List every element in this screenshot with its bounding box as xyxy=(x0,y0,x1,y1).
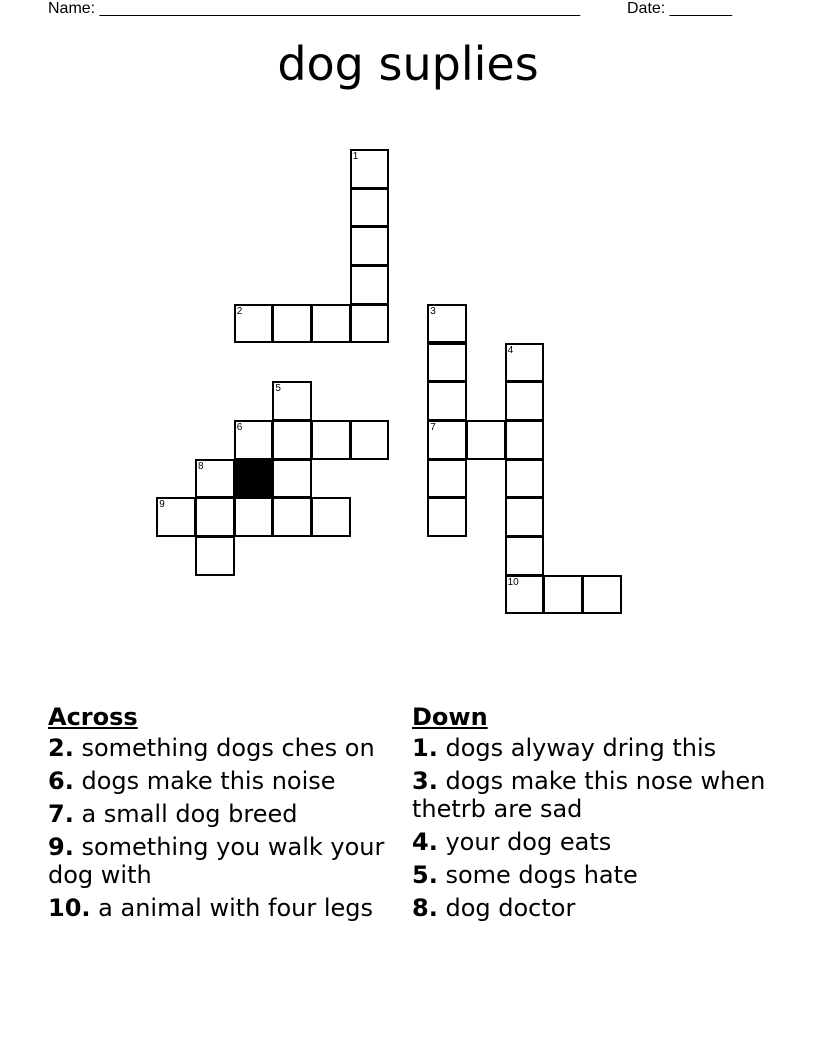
crossword-cell[interactable] xyxy=(272,304,312,344)
crossword-cell[interactable] xyxy=(505,459,545,499)
clue-number: 8. xyxy=(412,894,438,922)
crossword-cell[interactable] xyxy=(427,304,467,344)
clue-number: 3. xyxy=(412,767,438,795)
down-clue xyxy=(412,734,772,762)
crossword-cell[interactable] xyxy=(466,420,506,460)
crossword-cell[interactable] xyxy=(543,575,583,615)
crossword-cell[interactable] xyxy=(582,575,622,615)
page-title: dog suplies xyxy=(277,37,539,91)
crossword-cell[interactable] xyxy=(195,497,235,537)
crossword-cell[interactable] xyxy=(427,459,467,499)
crossword-cell[interactable] xyxy=(427,381,467,421)
crossword-cell[interactable] xyxy=(234,420,274,460)
crossword-cell[interactable] xyxy=(350,265,390,305)
crossword-cell[interactable] xyxy=(427,420,467,460)
crossword-cell[interactable] xyxy=(350,188,390,228)
down-clue xyxy=(412,861,772,889)
across-clue xyxy=(48,734,403,762)
crossword-cell[interactable] xyxy=(195,536,235,576)
across-clues xyxy=(48,703,403,927)
clue-text: dogs alyway dring this xyxy=(445,734,717,762)
clue-number: 10 xyxy=(507,576,519,588)
crossword-cell[interactable] xyxy=(505,575,545,615)
clue-text: your dog eats xyxy=(445,828,612,856)
clue-text: dog doctor xyxy=(445,894,576,922)
across-heading: Across xyxy=(48,703,138,731)
across-clue xyxy=(48,833,403,889)
down-clue xyxy=(412,894,772,922)
down-clue xyxy=(412,767,772,823)
clue-number: 6 xyxy=(236,421,243,433)
crossword-cell[interactable] xyxy=(272,381,312,421)
clue-number: 4 xyxy=(507,344,514,356)
across-clue xyxy=(48,800,403,828)
down-heading: Down xyxy=(412,703,488,731)
crossword-cell[interactable] xyxy=(272,497,312,537)
across-clue xyxy=(48,894,403,922)
clue-number: 2. xyxy=(48,734,74,762)
down-clues xyxy=(412,703,772,927)
clue-number: 7 xyxy=(430,421,436,433)
across-clue-list xyxy=(48,734,403,922)
clue-number: 3 xyxy=(430,305,436,317)
crossword-cell[interactable] xyxy=(272,420,312,460)
crossword-cell[interactable] xyxy=(505,536,545,576)
crossword-cell[interactable] xyxy=(505,420,545,460)
clue-number: 10. xyxy=(48,894,91,922)
down-clue-list xyxy=(412,734,772,922)
crossword-cell[interactable] xyxy=(311,420,351,460)
crossword-cell[interactable] xyxy=(195,459,235,499)
crossword-cell[interactable] xyxy=(234,304,274,344)
crossword-cell[interactable] xyxy=(156,497,196,537)
clue-number: 2 xyxy=(236,305,243,317)
clue-number: 4. xyxy=(412,828,438,856)
crossword-cell[interactable] xyxy=(350,420,390,460)
clue-number: 7. xyxy=(48,800,74,828)
across-clue xyxy=(48,767,403,795)
crossword-cell[interactable] xyxy=(505,343,545,383)
clue-text: something dogs ches on xyxy=(81,734,375,762)
clue-text: dogs make this noise xyxy=(81,767,336,795)
down-clue xyxy=(412,828,772,856)
name-field[interactable]: Name: ______________________________________________________ xyxy=(48,0,581,17)
black-cell xyxy=(234,459,274,499)
clue-text: a small dog breed xyxy=(81,800,298,828)
crossword-cell[interactable] xyxy=(427,497,467,537)
date-field[interactable]: Date: _______ xyxy=(627,0,732,17)
clue-text: dogs make this nose when thetrb are sad xyxy=(412,767,766,823)
crossword-cell[interactable] xyxy=(505,381,545,421)
crossword-cell[interactable] xyxy=(272,459,312,499)
clue-text: a animal with four legs xyxy=(98,894,374,922)
clue-number: 5. xyxy=(412,861,438,889)
crossword-cell[interactable] xyxy=(350,149,390,189)
crossword-cell[interactable] xyxy=(311,304,351,344)
crossword-cell[interactable] xyxy=(505,497,545,537)
crossword-cell[interactable] xyxy=(350,226,390,266)
clue-number: 6. xyxy=(48,767,74,795)
clue-text: some dogs hate xyxy=(445,861,638,889)
clue-text: something you walk your dog with xyxy=(48,833,385,889)
crossword-cell[interactable] xyxy=(234,497,274,537)
clue-number: 1. xyxy=(412,734,438,762)
crossword-cell[interactable] xyxy=(350,304,390,344)
clue-number: 9 xyxy=(159,499,165,511)
clue-number: 8 xyxy=(198,460,204,472)
clue-number: 1 xyxy=(352,151,359,162)
crossword-cell[interactable] xyxy=(311,497,351,537)
clue-number: 5 xyxy=(275,383,281,395)
crossword-cell[interactable] xyxy=(427,343,467,383)
clue-number: 9. xyxy=(48,833,74,861)
